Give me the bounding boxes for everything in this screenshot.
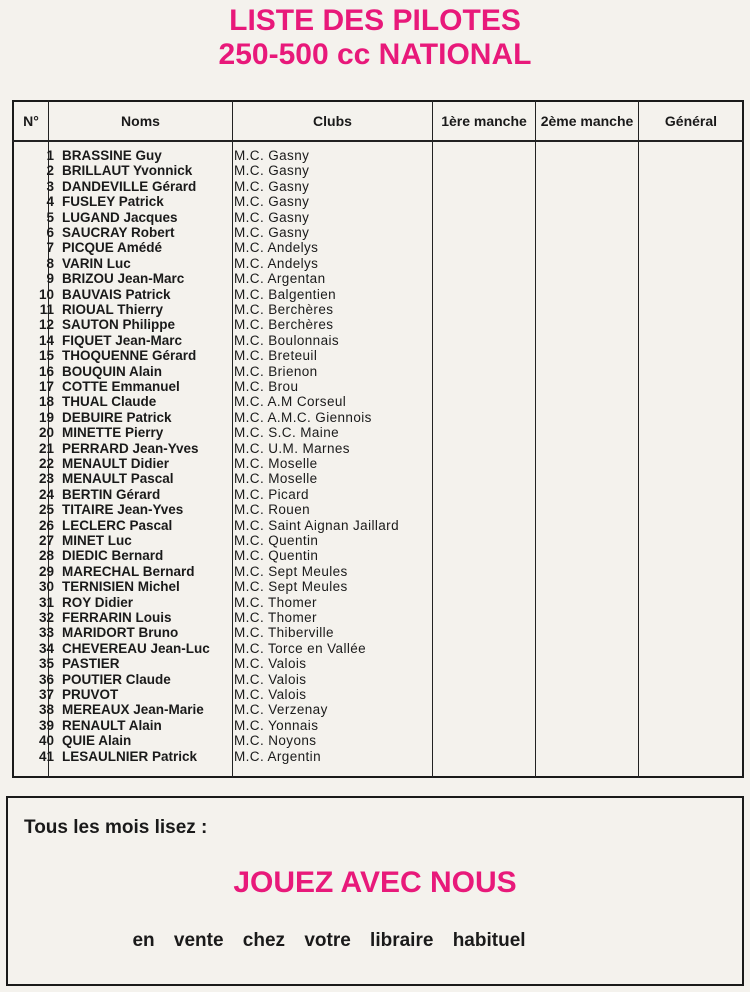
pilot-name: MINETTE Pierry [62, 425, 164, 441]
table-row [12, 625, 744, 640]
table-row [12, 456, 744, 471]
club-name: M.C. Argentan [234, 271, 326, 287]
row-number: 20 [38, 425, 54, 441]
table-row [12, 718, 744, 733]
club-name: M.C. Berchères [234, 302, 334, 317]
pilot-name: LUGAND Jacques [62, 209, 178, 225]
table-row [12, 672, 744, 687]
pilot-name: THOQUENNE Gérard [62, 348, 197, 364]
header-names: Noms [121, 113, 160, 129]
club-name: M.C. Breteuil [234, 348, 318, 364]
pilot-name: PASTIER [62, 656, 120, 672]
table-row [12, 702, 744, 717]
pilot-name: BERTIN Gérard [62, 486, 161, 502]
row-number: 36 [38, 671, 54, 687]
pilot-name: DIEDIC Bernard [62, 548, 164, 564]
table-row [12, 518, 744, 533]
pilot-name: ROY Didier [62, 594, 134, 610]
row-number: 26 [38, 517, 54, 533]
header-first-heat: 1ère manche [441, 113, 527, 129]
club-name: M.C. Thomer [234, 594, 317, 610]
club-name: M.C. Moselle [234, 471, 318, 487]
row-number: 9 [46, 271, 54, 287]
pilot-name: THUAL Claude [62, 394, 157, 410]
club-name: M.C. Berchères [234, 317, 334, 333]
pilot-name: POUTIER Claude [62, 671, 171, 687]
row-number: 7 [46, 240, 54, 256]
pilot-name: CHEVEREAU Jean-Luc [62, 640, 210, 656]
club-name: M.C. Rouen [234, 502, 311, 518]
club-name: M.C. Torce en Vallée [234, 640, 367, 656]
row-number: 18 [38, 394, 54, 410]
club-name: M.C. Sept Meules [234, 563, 348, 579]
row-number: 11 [39, 302, 54, 317]
pilot-name: BRILLAUT Yvonnick [62, 163, 193, 179]
pilot-name: MENAULT Pascal [62, 471, 174, 487]
row-number: 6 [46, 225, 54, 240]
club-name: M.C. Sept Meules [234, 579, 348, 595]
pilot-name: MEREAUX Jean-Marie [62, 702, 204, 718]
club-name: M.C. Thiberville [234, 625, 334, 641]
page-title-line2: 250-500 cc NATIONAL [218, 38, 532, 71]
row-number: 5 [46, 209, 54, 225]
table-row [12, 163, 744, 178]
pilot-name: MARECHAL Bernard [62, 563, 195, 579]
club-name: M.C. Gasny [234, 178, 310, 194]
row-number: 16 [38, 363, 54, 379]
row-number: 31 [38, 594, 54, 610]
advert-title: JOUEZ AVEC NOUS [233, 866, 517, 899]
row-number: 2 [46, 163, 54, 179]
row-number: 34 [38, 640, 54, 656]
table-row [12, 240, 744, 255]
table-row [12, 548, 744, 563]
row-number: 38 [38, 702, 54, 718]
club-name: M.C. Valois [234, 671, 307, 687]
club-name: M.C. Brou [234, 379, 299, 394]
table-row [12, 287, 744, 302]
club-name: M.C. Gasny [234, 163, 310, 179]
row-number: 25 [38, 502, 54, 518]
table-row [12, 225, 744, 240]
table-row [12, 533, 744, 548]
table-row [12, 595, 744, 610]
pilot-name: FIQUET Jean-Marc [62, 332, 183, 348]
pilot-name: BOUQUIN Alain [62, 363, 163, 379]
pilot-name: PERRARD Jean-Yves [62, 440, 199, 456]
pilot-name: DEBUIRE Patrick [62, 409, 172, 425]
pilot-name: QUIE Alain [62, 733, 132, 749]
header-clubs: Clubs [313, 113, 352, 129]
row-number: 21 [38, 440, 54, 456]
row-number: 4 [46, 194, 54, 210]
advert-intro: Tous les mois lisez : [24, 817, 208, 838]
pilot-name: LECLERC Pascal [62, 517, 173, 533]
club-name: M.C. Gasny [234, 194, 310, 210]
club-name: M.C. Quentin [234, 533, 319, 548]
pilot-name: BAUVAIS Patrick [62, 286, 171, 302]
club-name: M.C. Yonnais [234, 717, 319, 733]
table-row [12, 410, 744, 425]
row-number: 35 [38, 656, 54, 672]
club-name: M.C. Brienon [234, 363, 318, 379]
pilot-name: COTTE Emmanuel [62, 379, 180, 394]
club-name: M.C. Saint Aignan Jaillard [234, 517, 399, 533]
club-name: M.C. Noyons [234, 733, 317, 749]
pilot-name: VARIN Luc [62, 255, 131, 271]
table-row [12, 271, 744, 286]
header-number: N° [23, 113, 39, 129]
row-number: 8 [46, 255, 54, 271]
club-name: M.C. Andelys [234, 240, 319, 256]
club-name: M.C. Balgentien [234, 286, 337, 302]
club-name: M.C. Gasny [234, 209, 310, 225]
club-name: M.C. Moselle [234, 456, 318, 471]
club-name: M.C. Thomer [234, 610, 317, 625]
header-second-heat: 2ème manche [540, 113, 634, 129]
table-row [12, 256, 744, 271]
pilot-name: BRASSINE Guy [62, 148, 162, 163]
pilot-name: PRUVOT [62, 687, 119, 702]
club-name: M.C. Valois [234, 656, 307, 672]
pilot-name: MARIDORT Bruno [62, 625, 179, 641]
club-name: M.C. U.M. Marnes [234, 440, 350, 456]
club-name: M.C. A.M.C. Giennois [234, 409, 372, 425]
table-row [12, 302, 744, 317]
table-row [12, 687, 744, 702]
row-number: 10 [38, 286, 54, 302]
club-name: M.C. Quentin [234, 548, 319, 564]
header-overall: Général [664, 113, 718, 129]
table-row [12, 441, 744, 456]
row-number: 17 [38, 379, 54, 394]
table-row [12, 394, 744, 409]
pilot-name: RENAULT Alain [62, 717, 162, 733]
pilot-name: SAUCRAY Robert [62, 225, 175, 240]
table-row [12, 179, 744, 194]
table-row [12, 749, 744, 764]
table-row [12, 379, 744, 394]
table-row [12, 487, 744, 502]
row-number: 19 [38, 409, 54, 425]
row-number: 32 [38, 610, 54, 625]
row-number: 1 [46, 148, 54, 163]
pilot-name: PICQUE Amédé [62, 240, 163, 256]
pilot-name: FERRARIN Louis [62, 610, 172, 625]
row-number: 30 [38, 579, 54, 595]
row-number: 29 [38, 563, 54, 579]
row-number: 24 [38, 486, 54, 502]
club-name: M.C. A.M Corseul [234, 394, 347, 410]
club-name: M.C. Picard [234, 486, 309, 502]
row-number: 28 [38, 548, 54, 564]
pilot-name: FUSLEY Patrick [62, 194, 164, 210]
club-name: M.C. Boulonnais [234, 332, 340, 348]
club-name: M.C. Andelys [234, 255, 319, 271]
row-number: 14 [38, 332, 54, 348]
advert-tagline: en vente chez votre libraire habituel [132, 930, 526, 951]
club-name: M.C. Gasny [234, 225, 310, 240]
table-row [12, 317, 744, 332]
row-number: 37 [38, 687, 54, 702]
table-row [12, 610, 744, 625]
pilot-name: SAUTON Philippe [62, 317, 176, 333]
pilot-name: MENAULT Didier [62, 456, 169, 471]
table-row [12, 210, 744, 225]
table-row [12, 564, 744, 579]
table-row [12, 502, 744, 517]
row-number: 23 [38, 471, 54, 487]
header-divider [12, 140, 744, 142]
pilot-name: MINET Luc [62, 533, 132, 548]
table-row [12, 656, 744, 671]
row-number: 15 [38, 348, 54, 364]
row-number: 39 [38, 717, 54, 733]
club-name: M.C. Gasny [234, 148, 310, 163]
table-row [12, 471, 744, 486]
table-row [12, 148, 744, 163]
row-number: 40 [38, 733, 54, 749]
pilot-name: RIOUAL Thierry [62, 302, 164, 317]
table-row [12, 733, 744, 748]
table-row [12, 194, 744, 209]
club-name: M.C. Valois [234, 687, 307, 702]
pilot-name: LESAULNIER Patrick [62, 748, 198, 764]
row-number: 22 [38, 456, 54, 471]
table-row [12, 348, 744, 363]
page-title-line1: LISTE DES PILOTES [229, 4, 521, 37]
pilot-name: TERNISIEN Michel [62, 579, 180, 595]
club-name: M.C. Argentin [234, 748, 321, 764]
row-number: 3 [46, 178, 54, 194]
table-row [12, 641, 744, 656]
table-row [12, 579, 744, 594]
row-number: 12 [38, 317, 54, 333]
pilot-name: TITAIRE Jean-Yves [62, 502, 184, 518]
table-row [12, 364, 744, 379]
table-row [12, 425, 744, 440]
pilot-name: BRIZOU Jean-Marc [62, 271, 185, 287]
club-name: M.C. S.C. Maine [234, 425, 340, 441]
row-number: 41 [38, 748, 54, 764]
row-number: 33 [38, 625, 54, 641]
club-name: M.C. Verzenay [234, 702, 328, 718]
row-number: 27 [38, 533, 54, 548]
table-row [12, 333, 744, 348]
pilot-name: DANDEVILLE Gérard [62, 178, 197, 194]
